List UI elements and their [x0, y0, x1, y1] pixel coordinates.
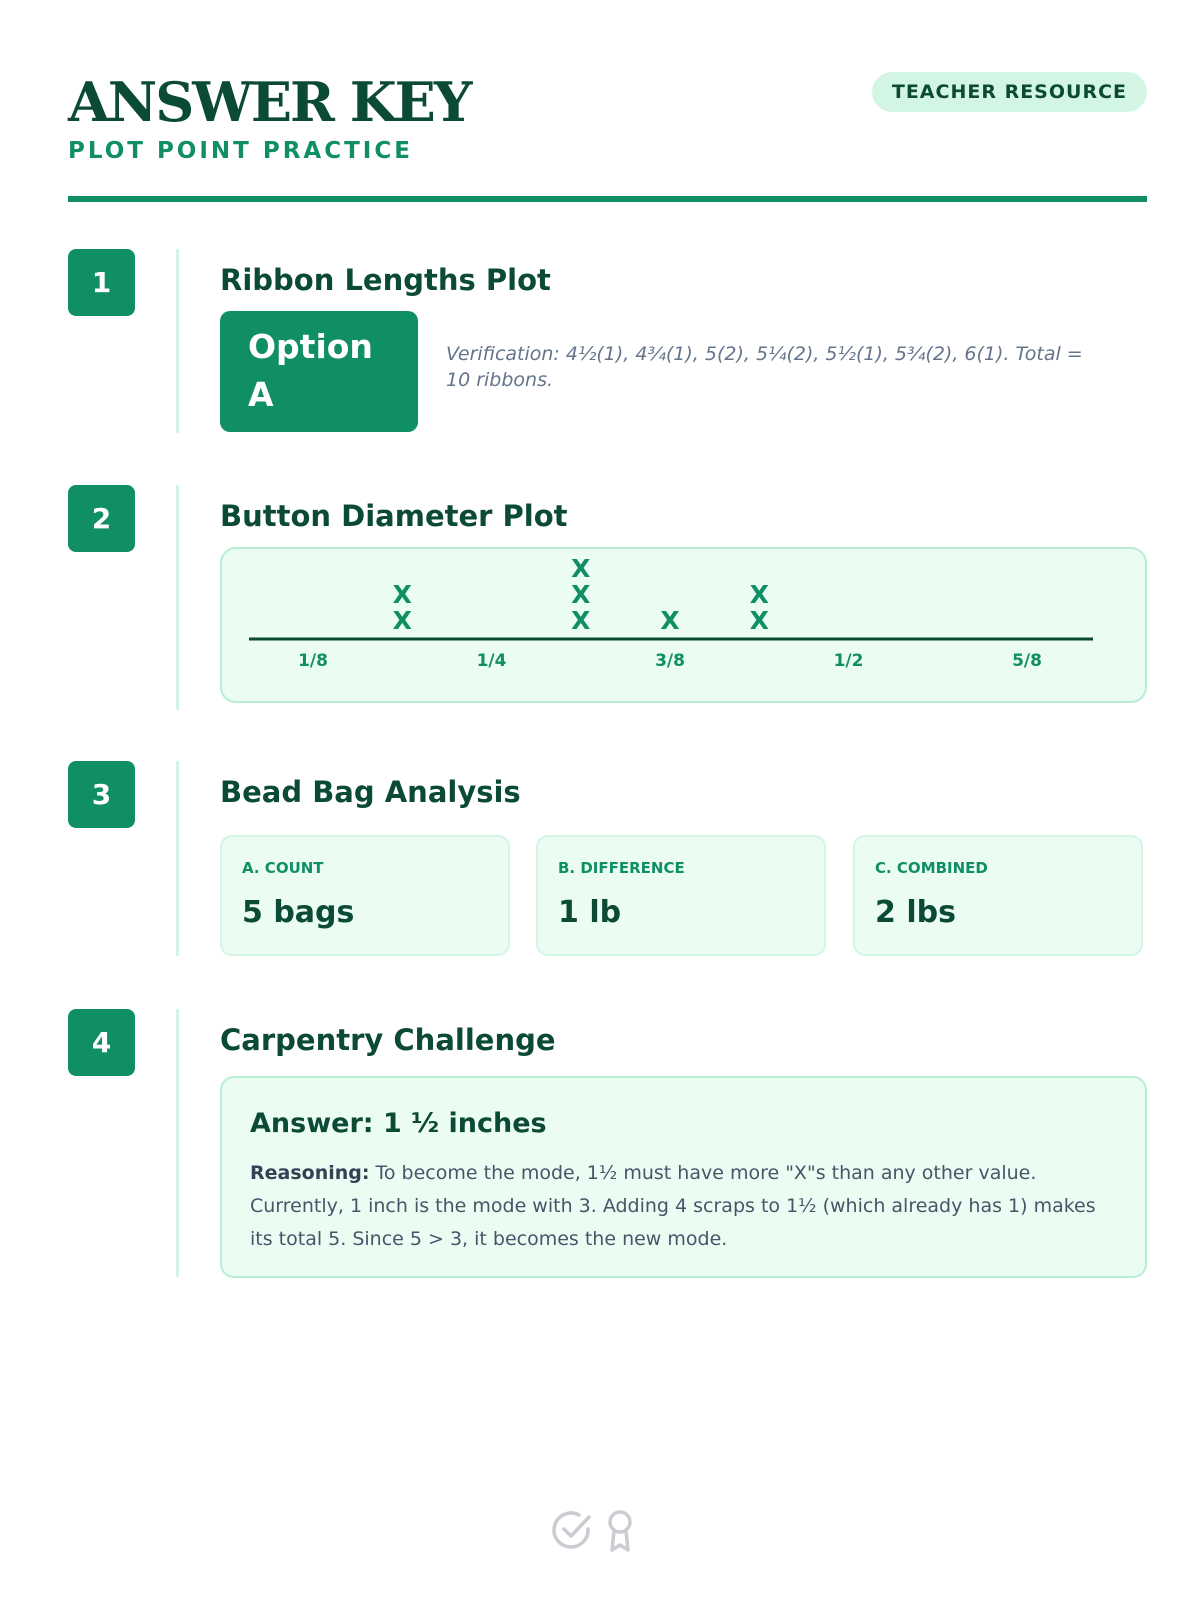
x-mark-3-1: X — [749, 580, 769, 609]
answer-option-box — [220, 311, 418, 432]
section-number: 1 — [68, 249, 135, 316]
header-divider — [68, 196, 1147, 202]
x-mark-2-0: X — [660, 606, 680, 635]
verification-text: Verification: 4½(1), 4¾(1), 5(2), 5¼(2), 5½(1), 5¾(2), 6(1). Total = 10 ribbons. — [446, 343, 1083, 391]
section-number: 2 — [68, 485, 135, 552]
option-label: Option — [248, 327, 373, 366]
section-divider — [176, 485, 179, 710]
x-mark-0-0: X — [392, 606, 412, 635]
section-3 — [68, 761, 1147, 956]
section-title: Button Diameter Plot — [220, 499, 568, 533]
option-letter: A — [248, 375, 274, 414]
card-label: B. DIFFERENCE — [558, 859, 685, 877]
analysis-cards — [220, 835, 1147, 956]
reasoning-body: To become the mode, 1½ must have more "X"s than any other value. Currently, 1 inch is the mode with 3. Adding 4 scraps to 1½ (which already has 1) makes its total 5. Since 5 > 3, it becomes the new mode. — [250, 1162, 1096, 1250]
section-title: Carpentry Challenge — [220, 1023, 556, 1057]
x-mark-1-1: X — [571, 580, 591, 609]
teacher-resource-badge: TEACHER RESOURCE — [872, 72, 1147, 112]
tick-label-0: 1/8 — [298, 651, 328, 671]
card-value: 5 bags — [242, 895, 355, 930]
reasoning-text — [250, 1157, 1117, 1256]
footer-icons — [552, 1507, 662, 1557]
section-2 — [68, 485, 1147, 710]
tick-label-1: 1/4 — [476, 651, 507, 671]
reasoning-label: Reasoning: — [250, 1162, 370, 1184]
section-title: Ribbon Lengths Plot — [220, 263, 551, 297]
check-circle-icon — [554, 1513, 589, 1547]
line-plot — [222, 549, 1149, 705]
answer-box — [220, 1076, 1147, 1278]
section-divider — [176, 249, 179, 433]
header — [68, 70, 1147, 204]
section-4 — [68, 1009, 1147, 1277]
section-number: 4 — [68, 1009, 135, 1076]
section-1 — [68, 249, 1147, 433]
page-title: ANSWER KEY — [68, 70, 471, 134]
footer-icon-group — [552, 1507, 662, 1557]
card-label: A. COUNT — [242, 859, 324, 877]
x-mark-1-2: X — [571, 554, 591, 583]
tick-label-3: 1/2 — [833, 651, 864, 671]
line-plot-box — [220, 547, 1147, 703]
x-mark-0-1: X — [392, 580, 412, 609]
difference-card — [536, 835, 826, 956]
section-divider — [176, 1009, 179, 1277]
card-label: C. COMBINED — [875, 859, 988, 877]
card-value: 2 lbs — [875, 895, 956, 930]
count-card — [220, 835, 510, 956]
tick-label-4: 5/8 — [1012, 651, 1042, 671]
card-value: 1 lb — [558, 895, 622, 930]
x-mark-3-0: X — [749, 606, 769, 635]
x-mark-1-0: X — [571, 606, 591, 635]
section-number: 3 — [68, 761, 135, 828]
page-subtitle: PLOT POINT PRACTICE — [68, 138, 413, 164]
tick-label-2: 3/8 — [655, 651, 685, 671]
section-divider — [176, 761, 179, 956]
answer-title: Answer: 1 ½ inches — [250, 1108, 547, 1139]
award-ribbon-icon — [610, 1512, 630, 1550]
combined-card — [853, 835, 1143, 956]
section-title: Bead Bag Analysis — [220, 775, 521, 809]
